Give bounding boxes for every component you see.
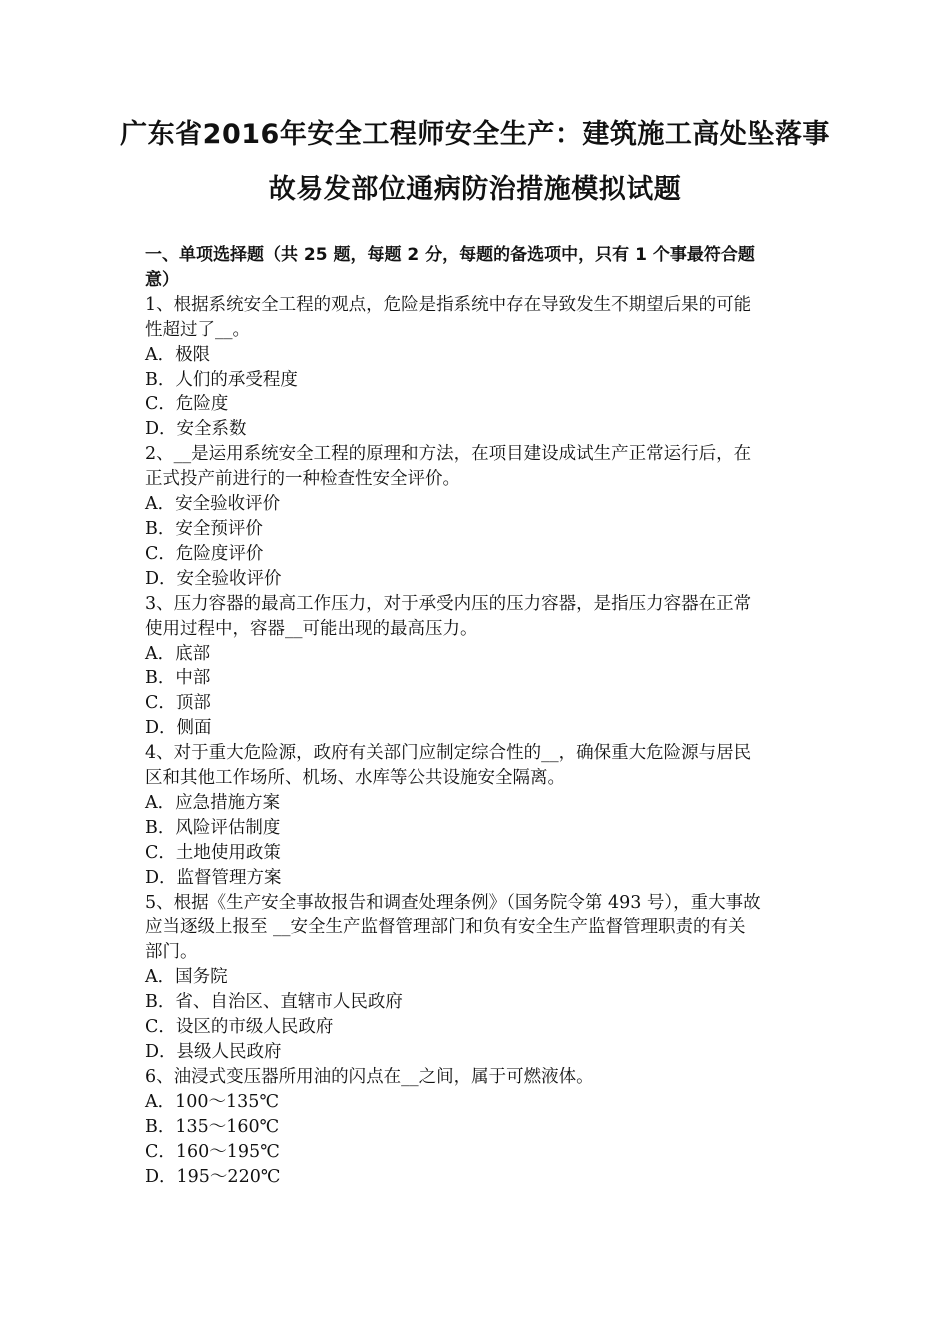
question-6 [145, 1065, 810, 1190]
option-d: D．195～220℃ [145, 1166, 281, 1187]
option-d: D．县级人民政府 [145, 1042, 282, 1062]
option-d: D．安全验收评价 [145, 568, 282, 589]
option-c: C．设区的市级人民政府 [145, 1017, 334, 1038]
option-a: A．应急措施方案 [145, 792, 281, 813]
option-c: C．顶部 [145, 693, 211, 714]
option-a: A．100～135℃ [145, 1091, 280, 1112]
option-b: B．安全预评价 [145, 518, 263, 539]
document-title-line-2: 故易发部位通病防治措施模拟试题 [268, 174, 682, 205]
option-a: A．底部 [145, 643, 211, 664]
question-text: 1、根据系统安全工程的观点，危险是指系统中存在导致发生不期望后果的可能 [145, 294, 752, 315]
question-text: 应当逐级上报至 __安全生产监督管理部门和负有安全生产监督管理职责的有关 [145, 917, 746, 938]
question-text: 2、__是运用系统安全工程的原理和方法，在项目建设成试生产正常运行后，在 [145, 444, 752, 465]
section-heading-line-2: 意） [145, 269, 179, 290]
option-b: B．风险评估制度 [145, 817, 281, 838]
option-c: C．危险度 [145, 394, 229, 415]
question-3 [145, 592, 810, 741]
option-a: A．安全验收评价 [145, 494, 281, 515]
option-a: A．极限 [145, 344, 211, 365]
option-c: C．160～195℃ [145, 1141, 280, 1162]
option-c: C．土地使用政策 [145, 842, 281, 863]
document-body [145, 243, 810, 1189]
question-5 [145, 891, 810, 1065]
question-text: 4、对于重大危险源，政府有关部门应制定综合性的__，确保重大危险源与居民 [145, 743, 752, 764]
question-text: 使用过程中，容器__可能出现的最高压力。 [145, 618, 478, 639]
question-text: 部门。 [145, 942, 198, 963]
question-text: 区和其他工作场所、机场、水库等公共设施安全隔离。 [145, 768, 565, 789]
option-c: C．危险度评价 [145, 543, 264, 564]
option-b: B．135～160℃ [145, 1116, 280, 1137]
question-text: 6、油浸式变压器所用油的闪点在__之间，属于可燃液体。 [145, 1066, 594, 1087]
question-2 [145, 442, 810, 591]
option-d: D．监督管理方案 [145, 867, 282, 888]
question-text: 5、根据《生产安全事故报告和调查处理条例》（国务院令第 493 号），重大事故 [145, 892, 761, 913]
question-text: 性超过了__。 [145, 319, 250, 340]
document-title-line-1: 广东省2016年安全工程师安全生产：建筑施工高处坠落事 [120, 119, 830, 150]
question-1 [145, 293, 810, 442]
option-b: B．中部 [145, 668, 211, 689]
question-text: 3、压力容器的最高工作压力，对于承受内压的压力容器，是指压力容器在正常 [145, 593, 752, 614]
question-4 [145, 741, 810, 890]
option-b: B．省、自治区、直辖市人民政府 [145, 992, 403, 1013]
option-d: D．侧面 [145, 718, 212, 739]
option-d: D．安全系数 [145, 419, 247, 440]
option-b: B．人们的承受程度 [145, 369, 298, 390]
option-a: A．国务院 [145, 967, 228, 988]
section-heading-line-1: 一、单项选择题（共 25 题，每题 2 分，每题的备选项中，只有 1 个事最符合题 [145, 245, 755, 265]
question-text: 正式投产前进行的一种检查性安全评价。 [145, 469, 460, 490]
